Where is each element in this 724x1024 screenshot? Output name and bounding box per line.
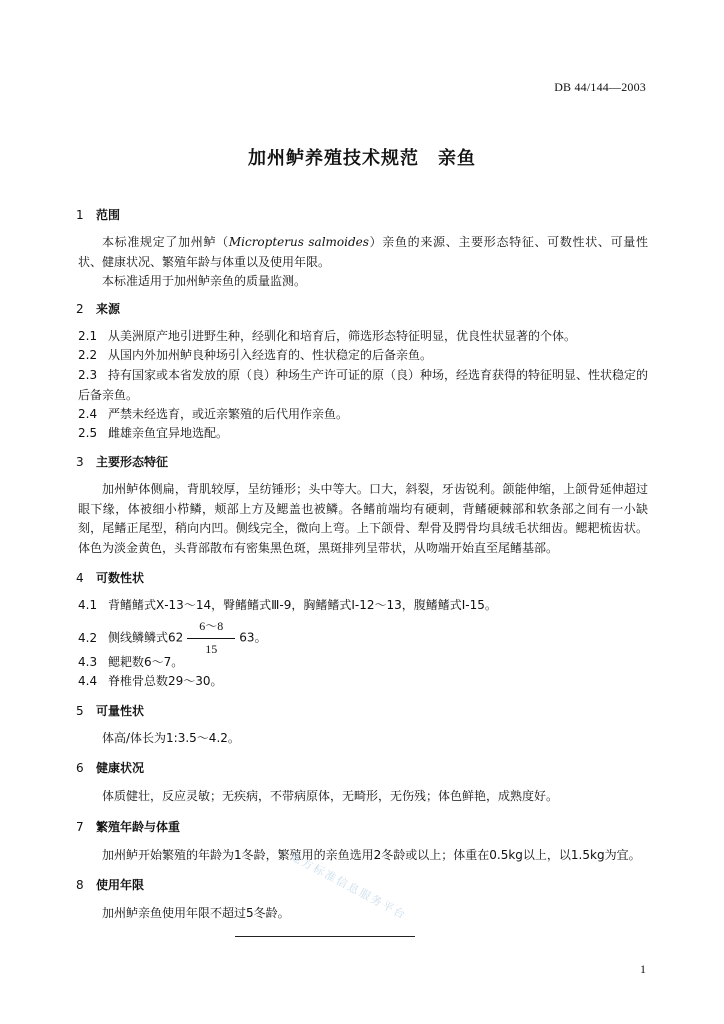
section-1-paragraph-1 (78, 233, 648, 272)
clause-2-2 (78, 346, 648, 366)
clause-text: 雌雄亲鱼宜异地选配。 (108, 426, 229, 440)
section-number: 4 (76, 571, 84, 585)
clause-text: 从美洲原产地引进野生种，经驯化和培育后，筛选形态特征明显，优良性状显著的个体。 (108, 329, 577, 343)
clause-number: 4.4 (78, 674, 98, 688)
clause-number: 2.5 (78, 426, 98, 440)
clause-text: 严禁未经选育，或近亲繁殖的后代用作亲鱼。 (108, 407, 349, 421)
text-run: 本标准规定了加州鲈（ (102, 235, 229, 249)
clause-2-5 (78, 424, 648, 444)
section-title: 使用年限 (96, 878, 145, 892)
clause-number: 2.2 (78, 348, 98, 362)
section-7-paragraph: 加州鲈开始繁殖的年龄为1冬龄，繁殖用的亲鱼选用2冬龄或以上；体重在0.5kg以上，以1.5kg为宜。 (102, 848, 641, 862)
clause-text: 63。 (239, 630, 267, 645)
clause-2-4 (78, 405, 648, 425)
section-4-heading (76, 569, 144, 586)
clause-number: 4.1 (78, 598, 98, 612)
latin-name: Micropterus salmoides (228, 235, 369, 249)
section-8-paragraph: 加州鲈亲鱼使用年限不超过5冬龄。 (102, 906, 290, 920)
section-number: 6 (76, 761, 84, 775)
text-run: ）亲鱼的来源、主要形态特征、可数性状、可量性状、健康状况、繁殖年龄与体重以及使用年限。 (78, 235, 648, 269)
section-5-paragraph: 体高/体长为1:3.5～4.2。 (102, 731, 240, 745)
clause-2-1 (78, 327, 648, 347)
section-number: 7 (76, 820, 84, 834)
clause-number: 4.2 (78, 630, 98, 645)
fraction-denominator: 15 (205, 641, 218, 656)
section-title: 可数性状 (96, 571, 145, 585)
section-number: 1 (76, 208, 84, 222)
clause-text: 从国内外加州鲈良种场引入经选育的、性状稳定的后备亲鱼。 (108, 348, 433, 362)
section-number: 2 (76, 302, 84, 316)
section-1-paragraph-2: 本标准适用于加州鲈亲鱼的质量监测。 (102, 274, 307, 288)
section-title: 繁殖年龄与体重 (96, 820, 181, 834)
section-title: 范围 (96, 208, 121, 222)
clause-4-1 (78, 596, 648, 616)
clause-text: 鳃耙数6～7。 (108, 655, 184, 669)
document-number: DB 44/144—2003 (554, 80, 646, 94)
section-1-heading (76, 206, 120, 223)
clause-number: 2.4 (78, 407, 98, 421)
section-title: 来源 (96, 302, 121, 316)
document-title: 加州鲈养殖技术规范 亲鱼 (248, 148, 476, 169)
clause-text: 脊椎骨总数29～30。 (108, 674, 223, 688)
section-title: 健康状况 (96, 761, 145, 775)
section-3-heading (76, 453, 168, 470)
section-8-heading (76, 876, 144, 893)
section-number: 8 (76, 878, 84, 892)
clause-4-4 (78, 672, 648, 692)
section-6-paragraph: 体质健壮，反应灵敏；无疾病，不带病原体，无畸形，无伤残；体色鲜艳，成熟度好。 (102, 789, 559, 803)
clause-number: 2.3 (78, 368, 98, 382)
watermark: 地方标准信息服务平台 (287, 849, 409, 923)
section-title: 可量性状 (96, 704, 145, 718)
fraction-numerator: 6～8 (187, 617, 235, 639)
clause-4-3 (78, 653, 648, 673)
section-number: 3 (76, 455, 84, 469)
section-title: 主要形态特征 (96, 455, 169, 469)
section-5-heading (76, 702, 144, 719)
section-7-heading (76, 818, 180, 835)
clause-2-3 (78, 366, 648, 405)
section-number: 5 (76, 704, 84, 718)
section-2-heading (76, 300, 120, 317)
clause-number: 4.3 (78, 655, 98, 669)
section-6-heading (76, 759, 144, 776)
section-3-paragraph: 加州鲈体侧扁，背肌较厚，呈纺锤形；头中等大。口大，斜裂，牙齿锐利。颌能伸缩，上颌骨延伸超过眼下缘，体被细小栉鳞，颊部上方及鳃盖也被鳞。各鳍前端均有硬刺，背鳍硬棘部和软条部之间有一小缺刻，尾鳍正尾型，稍向内凹。侧线完全，微向上弯。上下颌骨、犁骨及腭骨均具绒毛状细齿。鳃耙梳齿状。体色为淡金黄色，头背部散布有密集黑色斑，黑斑排列呈带状，从吻端开始直至尾鳍基部。 (78, 482, 648, 555)
end-rule (235, 936, 415, 937)
clause-text: 背鳍鳍式Ⅹ-13～14，臀鳍鳍式Ⅲ-9，胸鳍鳍式Ⅰ-12～13，腹鳍鳍式Ⅰ-15。 (108, 598, 497, 612)
page-number: 1 (640, 962, 646, 976)
clause-text: 侧线鳞鳞式62 (108, 630, 184, 645)
clause-text: 持有国家或本省发放的原（良）种场生产许可证的原（良）种场，经选育获得的特征明显、性状稳定的后备亲鱼。 (78, 368, 649, 402)
clause-number: 2.1 (78, 329, 98, 343)
